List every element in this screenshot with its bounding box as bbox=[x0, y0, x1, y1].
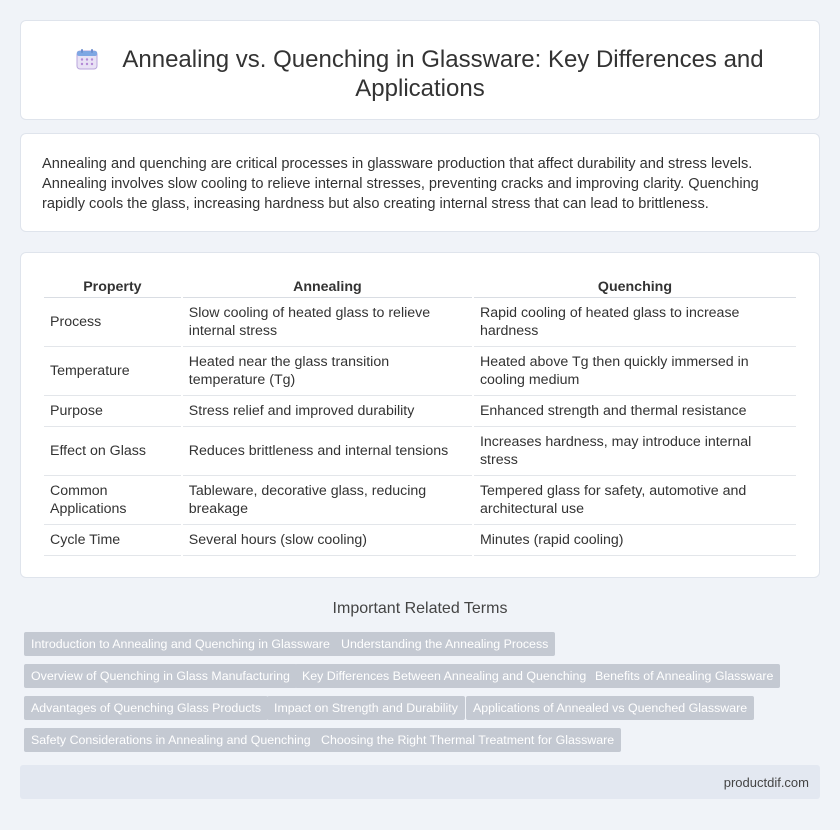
footer-site-link[interactable]: productdif.com bbox=[723, 775, 809, 790]
table-row bbox=[44, 396, 796, 427]
page-title bbox=[21, 45, 819, 103]
related-tag-choosing-treatment[interactable]: Choosing the Right Thermal Treatment for Glassware bbox=[314, 728, 621, 752]
related-tag-quenching-advantages[interactable]: Advantages of Quenching Glass Products bbox=[24, 696, 268, 720]
quenching-cell: Minutes (rapid cooling) bbox=[474, 525, 796, 556]
header-annealing: Annealing bbox=[183, 275, 472, 298]
intro-card bbox=[20, 133, 820, 232]
table-row bbox=[44, 298, 796, 347]
table-row bbox=[44, 525, 796, 556]
property-cell: Temperature bbox=[44, 347, 181, 396]
annealing-cell: Slow cooling of heated glass to relieve internal stress bbox=[183, 298, 472, 347]
quenching-cell: Heated above Tg then quickly immersed in cooling medium bbox=[474, 347, 796, 396]
header-property: Property bbox=[44, 275, 181, 298]
table-header-row bbox=[44, 275, 796, 298]
property-cell: Common Applications bbox=[44, 476, 181, 525]
related-tag-introduction[interactable]: Introduction to Annealing and Quenching in Glassware bbox=[24, 632, 337, 656]
comparison-card bbox=[20, 252, 820, 578]
related-tag-annealing-process[interactable]: Understanding the Annealing Process bbox=[334, 632, 555, 656]
related-tag-applications[interactable]: Applications of Annealed vs Quenched Glassware bbox=[466, 696, 754, 720]
related-tag-key-differences[interactable]: Key Differences Between Annealing and Quenching bbox=[295, 664, 593, 688]
page-title-text: Annealing vs. Quenching in Glassware: Key Differences and Applications bbox=[122, 46, 764, 102]
quenching-cell: Enhanced strength and thermal resistance bbox=[474, 396, 796, 427]
related-tag-quenching-overview[interactable]: Overview of Quenching in Glass Manufacturing bbox=[24, 664, 297, 688]
intro-paragraph: Annealing and quenching are critical processes in glassware production that affect durability and stress levels. Annealing involves slow cooling to relieve internal stresses, preventing cracks and improving clarity. Quenching rapidly cools the glass, increasing hardness but also creating internal stress that can lead to brittleness. bbox=[42, 156, 759, 212]
property-cell: Purpose bbox=[44, 396, 181, 427]
header-quenching: Quenching bbox=[474, 275, 796, 298]
table-row bbox=[44, 427, 796, 476]
table-row bbox=[44, 476, 796, 525]
quenching-cell: Tempered glass for safety, automotive and architectural use bbox=[474, 476, 796, 525]
quenching-cell: Rapid cooling of heated glass to increase hardness bbox=[474, 298, 796, 347]
property-cell: Effect on Glass bbox=[44, 427, 181, 476]
quenching-cell: Increases hardness, may introduce internal stress bbox=[474, 427, 796, 476]
footer-bar bbox=[20, 765, 820, 799]
annealing-cell: Several hours (slow cooling) bbox=[183, 525, 472, 556]
annealing-cell: Reduces brittleness and internal tensions bbox=[183, 427, 472, 476]
property-cell: Process bbox=[44, 298, 181, 347]
related-tag-strength-durability[interactable]: Impact on Strength and Durability bbox=[267, 696, 465, 720]
comparison-table bbox=[42, 275, 798, 556]
calendar-icon bbox=[76, 48, 98, 70]
table-row bbox=[44, 347, 796, 396]
related-tag-annealing-benefits[interactable]: Benefits of Annealing Glassware bbox=[588, 664, 780, 688]
property-cell: Cycle Time bbox=[44, 525, 181, 556]
related-terms-heading: Important Related Terms bbox=[332, 600, 508, 617]
title-card bbox=[20, 20, 820, 120]
annealing-cell: Tableware, decorative glass, reducing breakage bbox=[183, 476, 472, 525]
annealing-cell: Heated near the glass transition temperature (Tg) bbox=[183, 347, 472, 396]
annealing-cell: Stress relief and improved durability bbox=[183, 396, 472, 427]
related-tag-safety[interactable]: Safety Considerations in Annealing and Quenching bbox=[24, 728, 318, 752]
